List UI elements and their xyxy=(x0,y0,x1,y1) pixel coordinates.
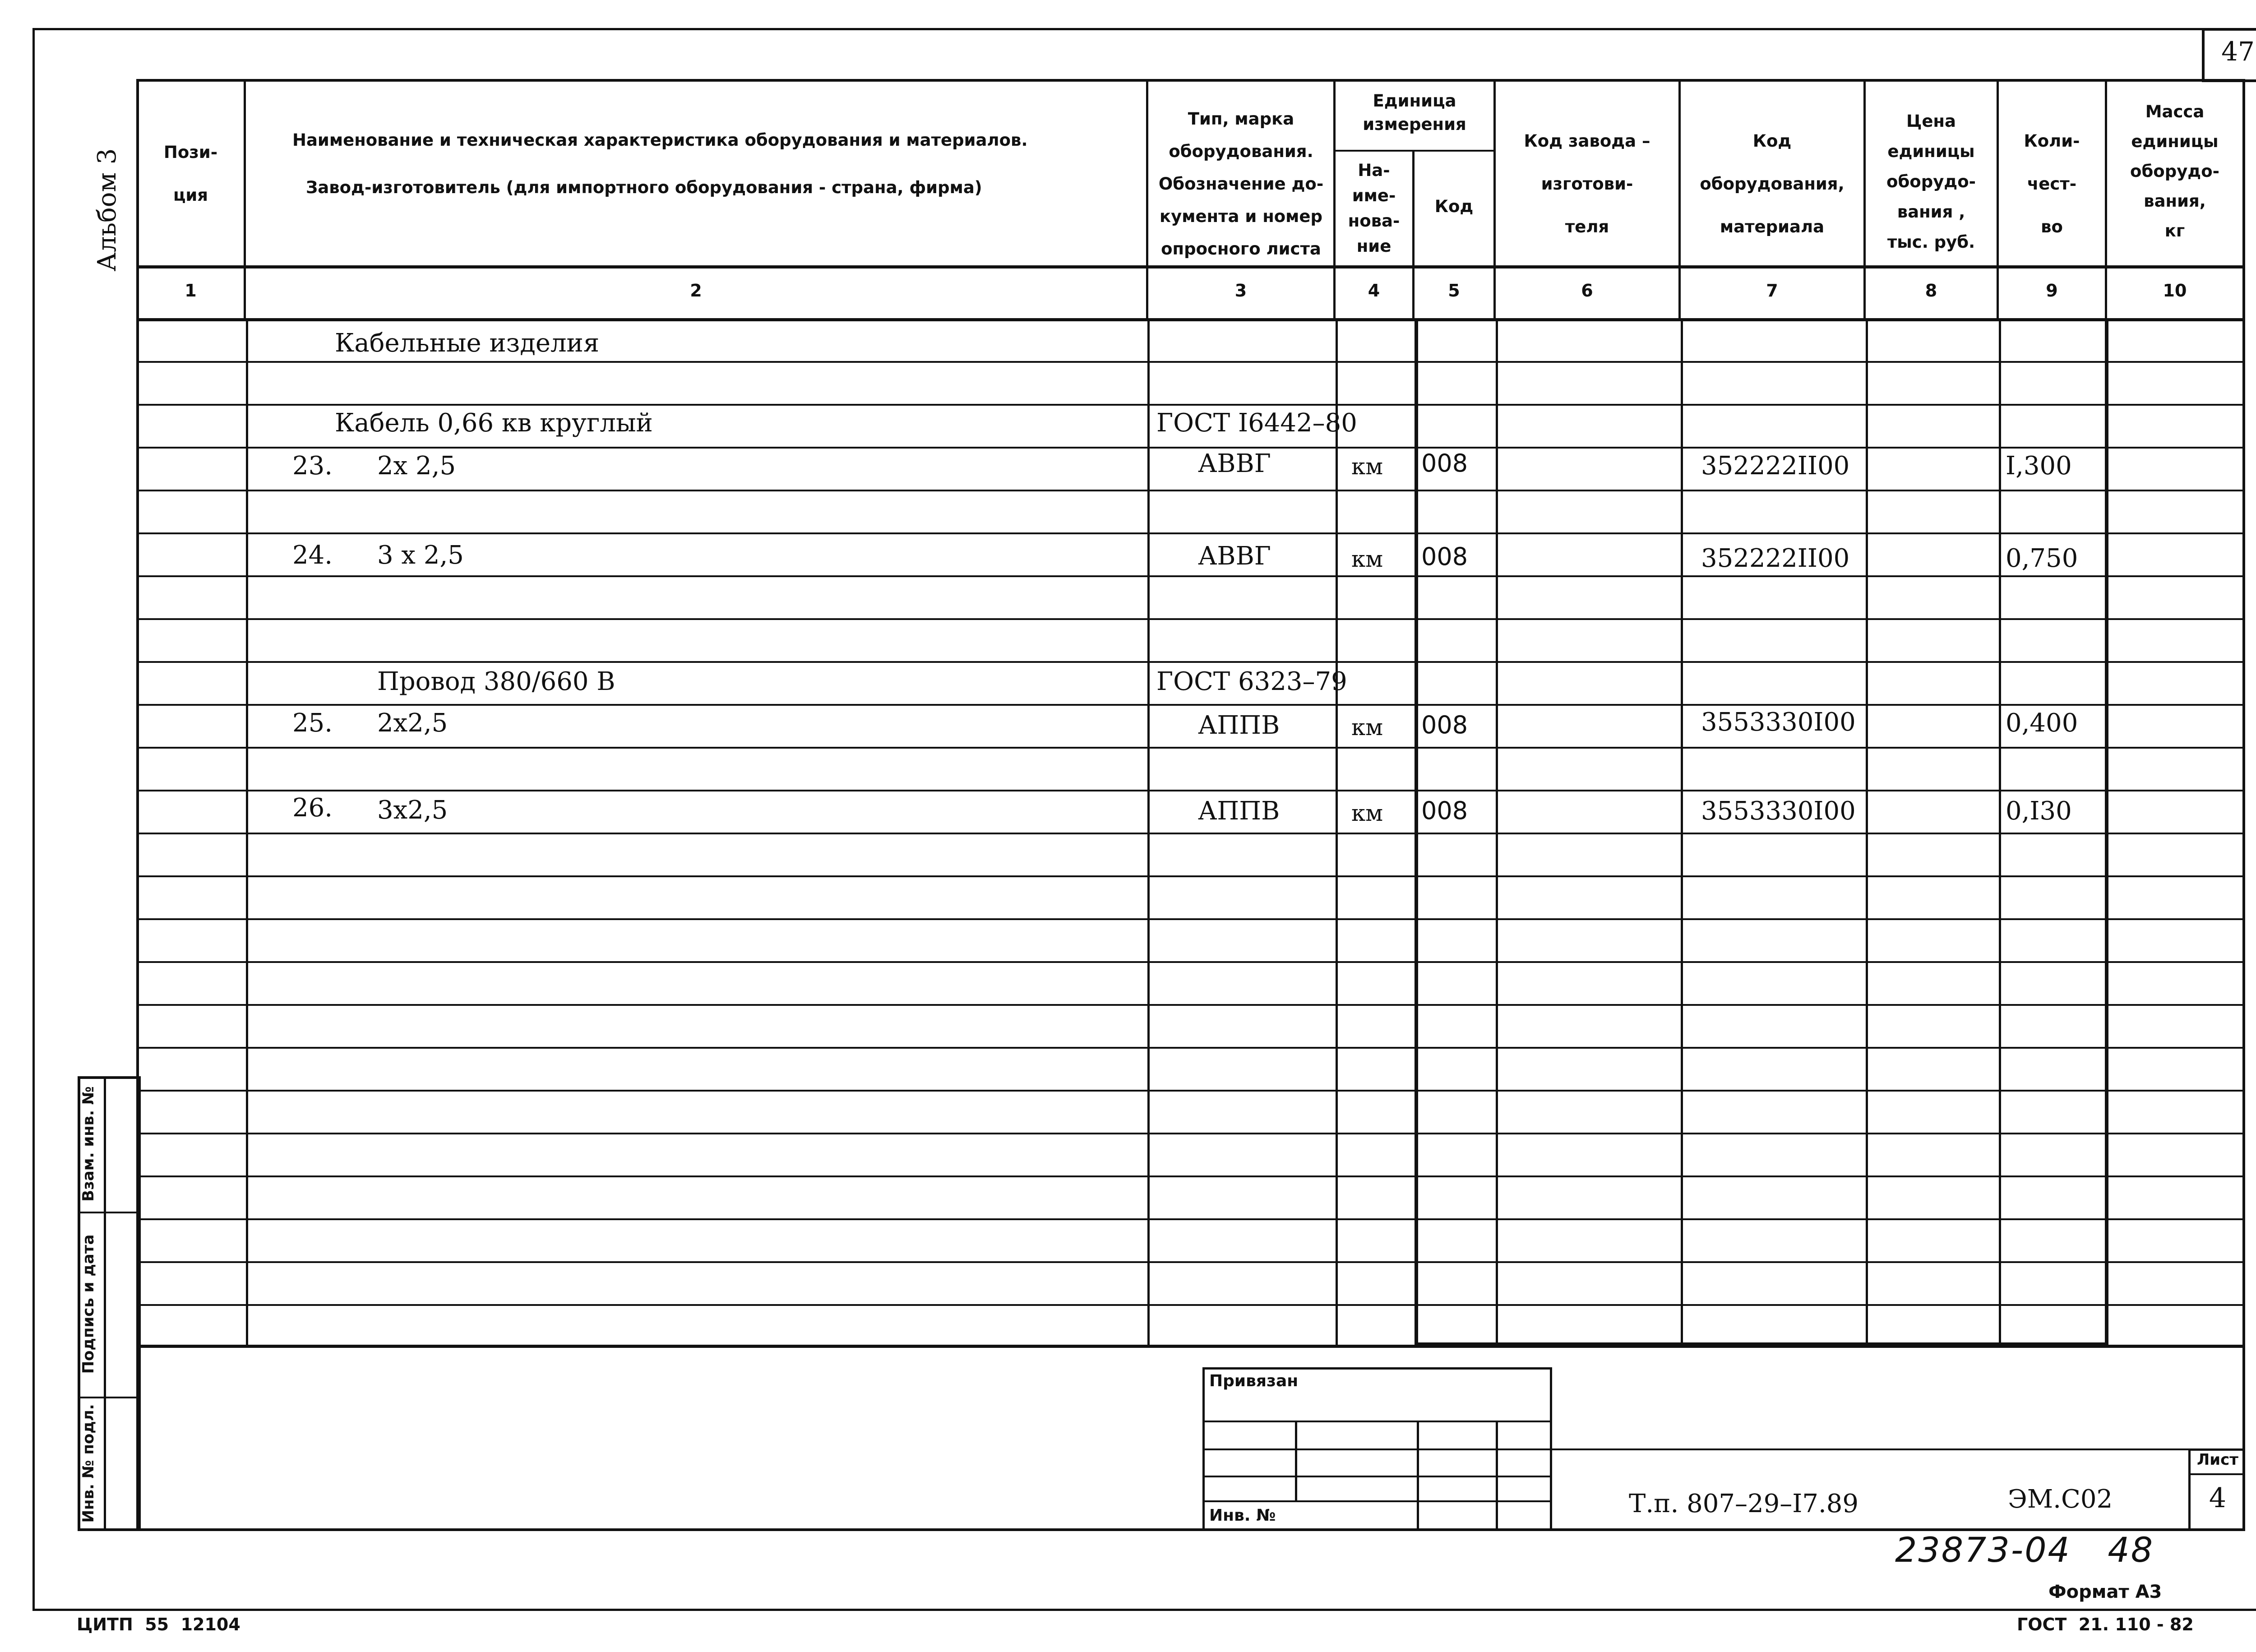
header-unit-code: Код xyxy=(1434,197,1474,216)
wire-title: Провод 380/660 В xyxy=(377,667,615,696)
row-name: 2х2,5 xyxy=(377,708,448,738)
header-bottom-line xyxy=(136,265,2245,268)
handwritten-number: 23873-04 48 xyxy=(1895,1530,2154,1570)
header-name-line1: Наименование и техническая характеристика оборудования и материалов. xyxy=(292,130,1028,150)
privyazan-row-3 xyxy=(1202,1500,1552,1502)
wire-doc: ГОСТ 6323–79 xyxy=(1156,667,1347,696)
row-position: 25. xyxy=(292,708,333,738)
row-unit: км xyxy=(1351,453,1383,480)
right-footer-code: ГОСТ 21. 110 - 82 xyxy=(2017,1615,2194,1634)
inv-no-label: Инв. № xyxy=(1209,1506,1276,1525)
row-unit-code: 008 xyxy=(1421,542,1468,571)
header-name-line2: Завод-изготовитель (для импортного оборудования - страна, фирма) xyxy=(306,178,982,197)
row-type: АППВ xyxy=(1198,711,1280,740)
row-material-code: 3553330I00 xyxy=(1701,796,1856,826)
row-quantity: 0,400 xyxy=(2006,708,2078,738)
row-unit-code: 008 xyxy=(1421,796,1468,825)
format-label: Формат А3 xyxy=(2048,1582,2162,1602)
header-unit-group: Единица измерения xyxy=(1363,91,1466,134)
row-quantity: 0,I30 xyxy=(2006,796,2072,826)
header-mass: Масса единицы оборудо- вания, кг xyxy=(2130,102,2219,241)
privyazan-col-1 xyxy=(1295,1421,1297,1502)
row-material-code: 352222II00 xyxy=(1701,544,1850,573)
list-number: 4 xyxy=(2209,1482,2227,1514)
row-type: АВВГ xyxy=(1198,449,1271,478)
row-material-code: 352222II00 xyxy=(1701,451,1850,481)
stamp-replacement-inv: Взам. инв. № xyxy=(79,1086,97,1202)
cable-doc: ГОСТ I6442–80 xyxy=(1156,408,1357,438)
row-name: 2х 2,5 xyxy=(377,451,456,481)
row-unit: км xyxy=(1351,714,1383,740)
album-label: Альбом 3 xyxy=(92,148,122,272)
row-name: 3х2,5 xyxy=(377,796,448,825)
row-quantity: I,300 xyxy=(2006,451,2072,481)
row-unit-code: 008 xyxy=(1421,711,1468,739)
row-unit: км xyxy=(1351,800,1383,826)
privyazan-col-2 xyxy=(1417,1421,1419,1531)
list-box-line xyxy=(2188,1473,2245,1475)
header-factory-code: Код завода – изготови- теля xyxy=(1524,131,1650,236)
row-type: АППВ xyxy=(1198,796,1280,826)
left-stamp-divider xyxy=(104,1076,106,1531)
header-price: Цена единицы оборудо- вания , тыс. руб. xyxy=(1886,111,1976,252)
sheet-number: 47 xyxy=(2221,36,2255,67)
left-footer-code: ЦИТП 55 12104 xyxy=(77,1615,240,1634)
privyazan-line xyxy=(1202,1421,1552,1422)
row-unit: км xyxy=(1351,546,1383,572)
title-block-line xyxy=(1552,1448,2245,1450)
cable-title: Кабель 0,66 кв круглый xyxy=(335,408,653,438)
section-cable-products: Кабельные изделия xyxy=(335,329,600,358)
header-type: Тип, марка оборудования. Обозначение до- кумента и номер опросного листа xyxy=(1158,109,1324,259)
row-quantity: 0,750 xyxy=(2006,544,2078,573)
row-type: АВВГ xyxy=(1198,541,1271,571)
row-material-code: 3553330I00 xyxy=(1701,708,1856,737)
privyazan-col-3 xyxy=(1496,1421,1498,1531)
row-unit-code: 008 xyxy=(1421,449,1468,477)
header-material-code: Код оборудования, материала xyxy=(1700,131,1845,236)
privyazan-label: Привязан xyxy=(1209,1372,1299,1390)
row-position: 24. xyxy=(292,541,333,570)
row-name: 3 х 2,5 xyxy=(377,541,464,570)
document-mark: ЭМ.С02 xyxy=(2008,1485,2113,1514)
privyazan-row-1 xyxy=(1202,1448,1552,1450)
header-position: Пози- ция xyxy=(163,143,218,205)
list-label: Лист xyxy=(2197,1451,2238,1469)
stamp-original-inv: Инв. № подл. xyxy=(79,1404,97,1523)
header-quantity: Коли- чест- во xyxy=(2024,131,2080,236)
header-unit-name: На- име- нова- ние xyxy=(1348,161,1400,256)
colnum-bottom-line xyxy=(136,318,2245,321)
row-position: 26. xyxy=(292,793,333,823)
stamp-signature-date: Подпись и дата xyxy=(79,1234,97,1374)
document-code: Т.п. 807–29–I7.89 xyxy=(1629,1489,1859,1518)
row-position: 23. xyxy=(292,451,333,481)
privyazan-row-2 xyxy=(1202,1476,1552,1477)
